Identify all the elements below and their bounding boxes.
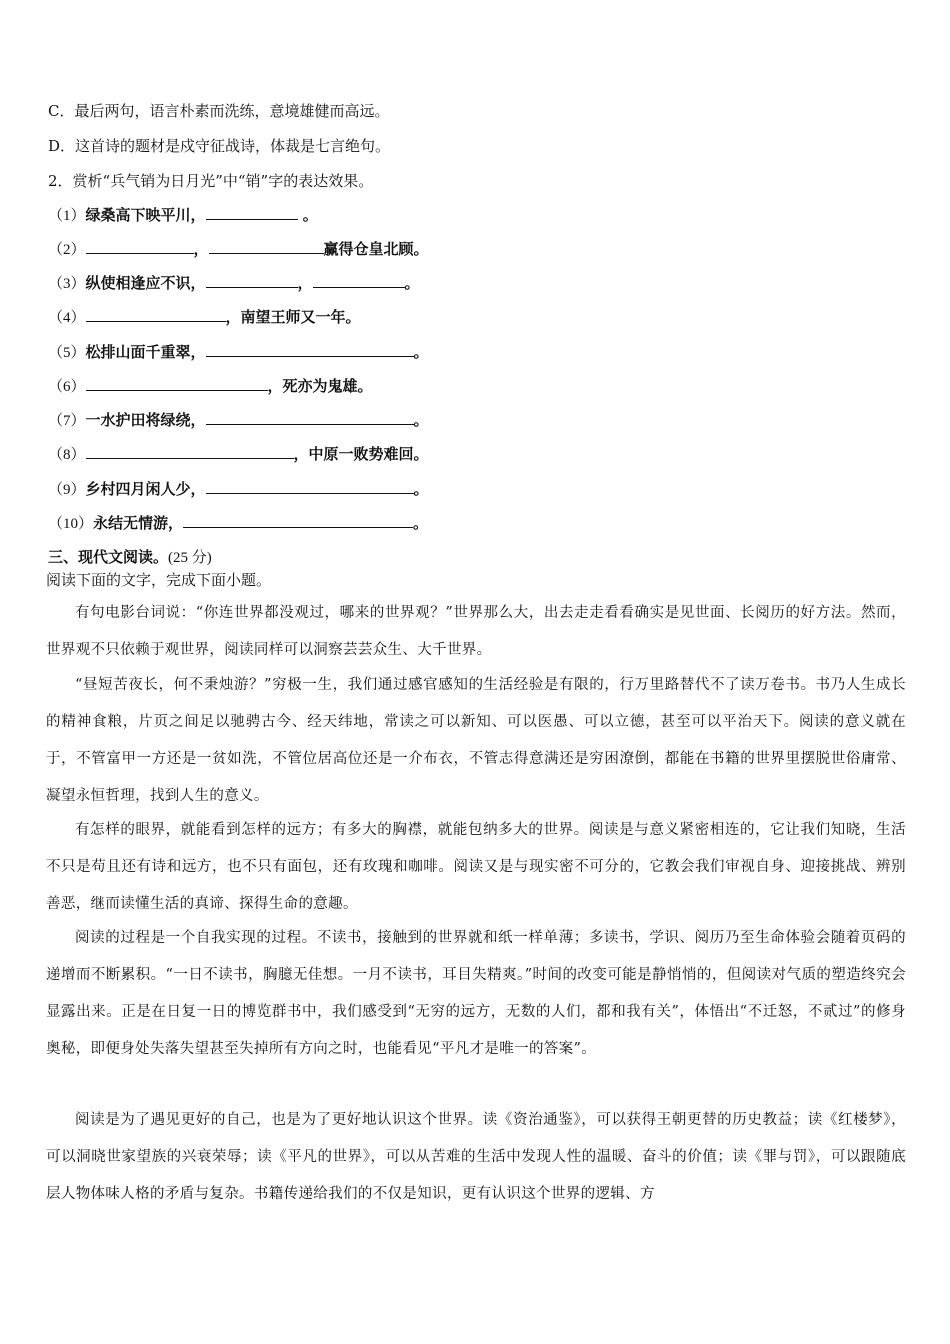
fill-item-7: （7）一水护田将绿绕， 。	[48, 411, 429, 429]
passage-paragraph: “昼短苦夜长，何不秉烛游？”穷极一生，我们通过感官感知的生活经验是有限的，行万里路替代不了读万卷书。书乃人生成长的精神食粮，片页之间足以驰骋古今、经天纬地，常读之可以新知、可以医愚、可以立德，甚至可以平治天下。阅读的意义就在于，不管富甲一方还是一贫如洗，不管位居高位还是一介布衣，不管志得意满还是穷困潦倒，都能在书籍的世界里摆脱世俗庸常、凝望永恒哲理，找到人生的意义。	[46, 677, 906, 804]
fill-item-8: （8） ，中原一败势难回。	[48, 445, 429, 463]
answer-blank[interactable]	[206, 479, 414, 494]
fill-item-1: （1）绿桑高下映平川， 。	[48, 206, 318, 224]
answer-blank[interactable]	[86, 376, 268, 391]
answer-blank[interactable]	[206, 205, 298, 220]
fill-item-5: （5）松排山面千重翠， 。	[48, 343, 429, 361]
answer-blank[interactable]	[86, 444, 294, 459]
fill-item-9: （9）乡村四月闲人少， 。	[48, 480, 429, 498]
passage-paragraph: 阅读的过程是一个自我实现的过程。不读书，接触到的世界就和纸一样单薄；多读书，学识、阅历乃至生命体验会随着页码的递增而不断累积。“一日不读书，胸臆无佳想。一月不读书，耳目失精爽。”时间的改变可能是静悄悄的，但阅读对气质的塑造终究会显露出来。正是在日复一日的博览群书中，我们感受到“无穷的远方，无数的人们，都和我有关”，体悟出“不迁怒，不贰过”的修身奥秘，即便身处失落失望甚至失掉所有方向之时，也能看见“平凡才是唯一的答案”。	[46, 930, 906, 1057]
fill-item-3: （3）纵使相逢应不识， ， 。	[48, 274, 420, 292]
section-3-heading: 三、现代文阅读。(25 分)	[48, 548, 212, 566]
option-d: D．这首诗的题材是戍守征战诗，体裁是七言绝句。	[48, 137, 391, 155]
question-2: 2．赏析“兵气销为日月光”中“销”字的表达效果。	[48, 172, 374, 190]
passage-paragraph: 阅读是为了遇见更好的自己，也是为了更好地认识这个世界。读《资治通鉴》，可以获得王朝更替的历史教益；读《红楼梦》，可以洞晓世家望族的兴衰荣辱；读《平凡的世界》，可以从苦难的生活中发现人性的温暖、奋斗的价值；读《罪与罚》，可以跟随底层人物体味人格的矛盾与复杂。书籍传递给我们的不仅是知识，更有认识这个世界的逻辑、方	[46, 1112, 906, 1202]
answer-blank[interactable]	[86, 239, 194, 254]
fill-item-6: （6） ，死亦为鬼雄。	[48, 377, 373, 395]
fill-item-2: （2） ， 赢得仓皇北顾。	[48, 240, 429, 258]
answer-blank[interactable]	[209, 239, 324, 254]
section-3-instruction: 阅读下面的文字，完成下面小题。	[46, 571, 272, 589]
answer-blank[interactable]	[206, 273, 298, 288]
answer-blank[interactable]	[86, 307, 226, 322]
answer-blank[interactable]	[183, 513, 413, 528]
fill-item-10: （10）永结无情游， 。	[48, 514, 429, 532]
passage-paragraph: 有句电影台词说：“你连世界都没观过，哪来的世界观？”世界那么大，出去走走看看确实是见世面、长阅历的好方法。然而，世界观不只依赖于观世界，阅读同样可以洞察芸芸众生、大千世界。	[46, 605, 906, 658]
answer-blank[interactable]	[206, 410, 414, 425]
option-c: C．最后两句，语言朴素而洗练，意境雄健而高远。	[48, 102, 390, 120]
answer-blank[interactable]	[206, 342, 414, 357]
fill-item-4: （4） ，南望王师又一年。	[48, 308, 361, 326]
passage-paragraph: 有怎样的眼界，就能看到怎样的远方；有多大的胸襟，就能包纳多大的世界。阅读是与意义紧密相连的，它让我们知晓，生活不只是苟且还有诗和远方，也不只有面包，还有玫瑰和咖啡。阅读又是与现实密不可分的，它教会我们审视自身、迎接挑战、辨别善恶，继而读懂生活的真谛、探得生命的意趣。	[46, 822, 906, 912]
answer-blank[interactable]	[313, 273, 405, 288]
